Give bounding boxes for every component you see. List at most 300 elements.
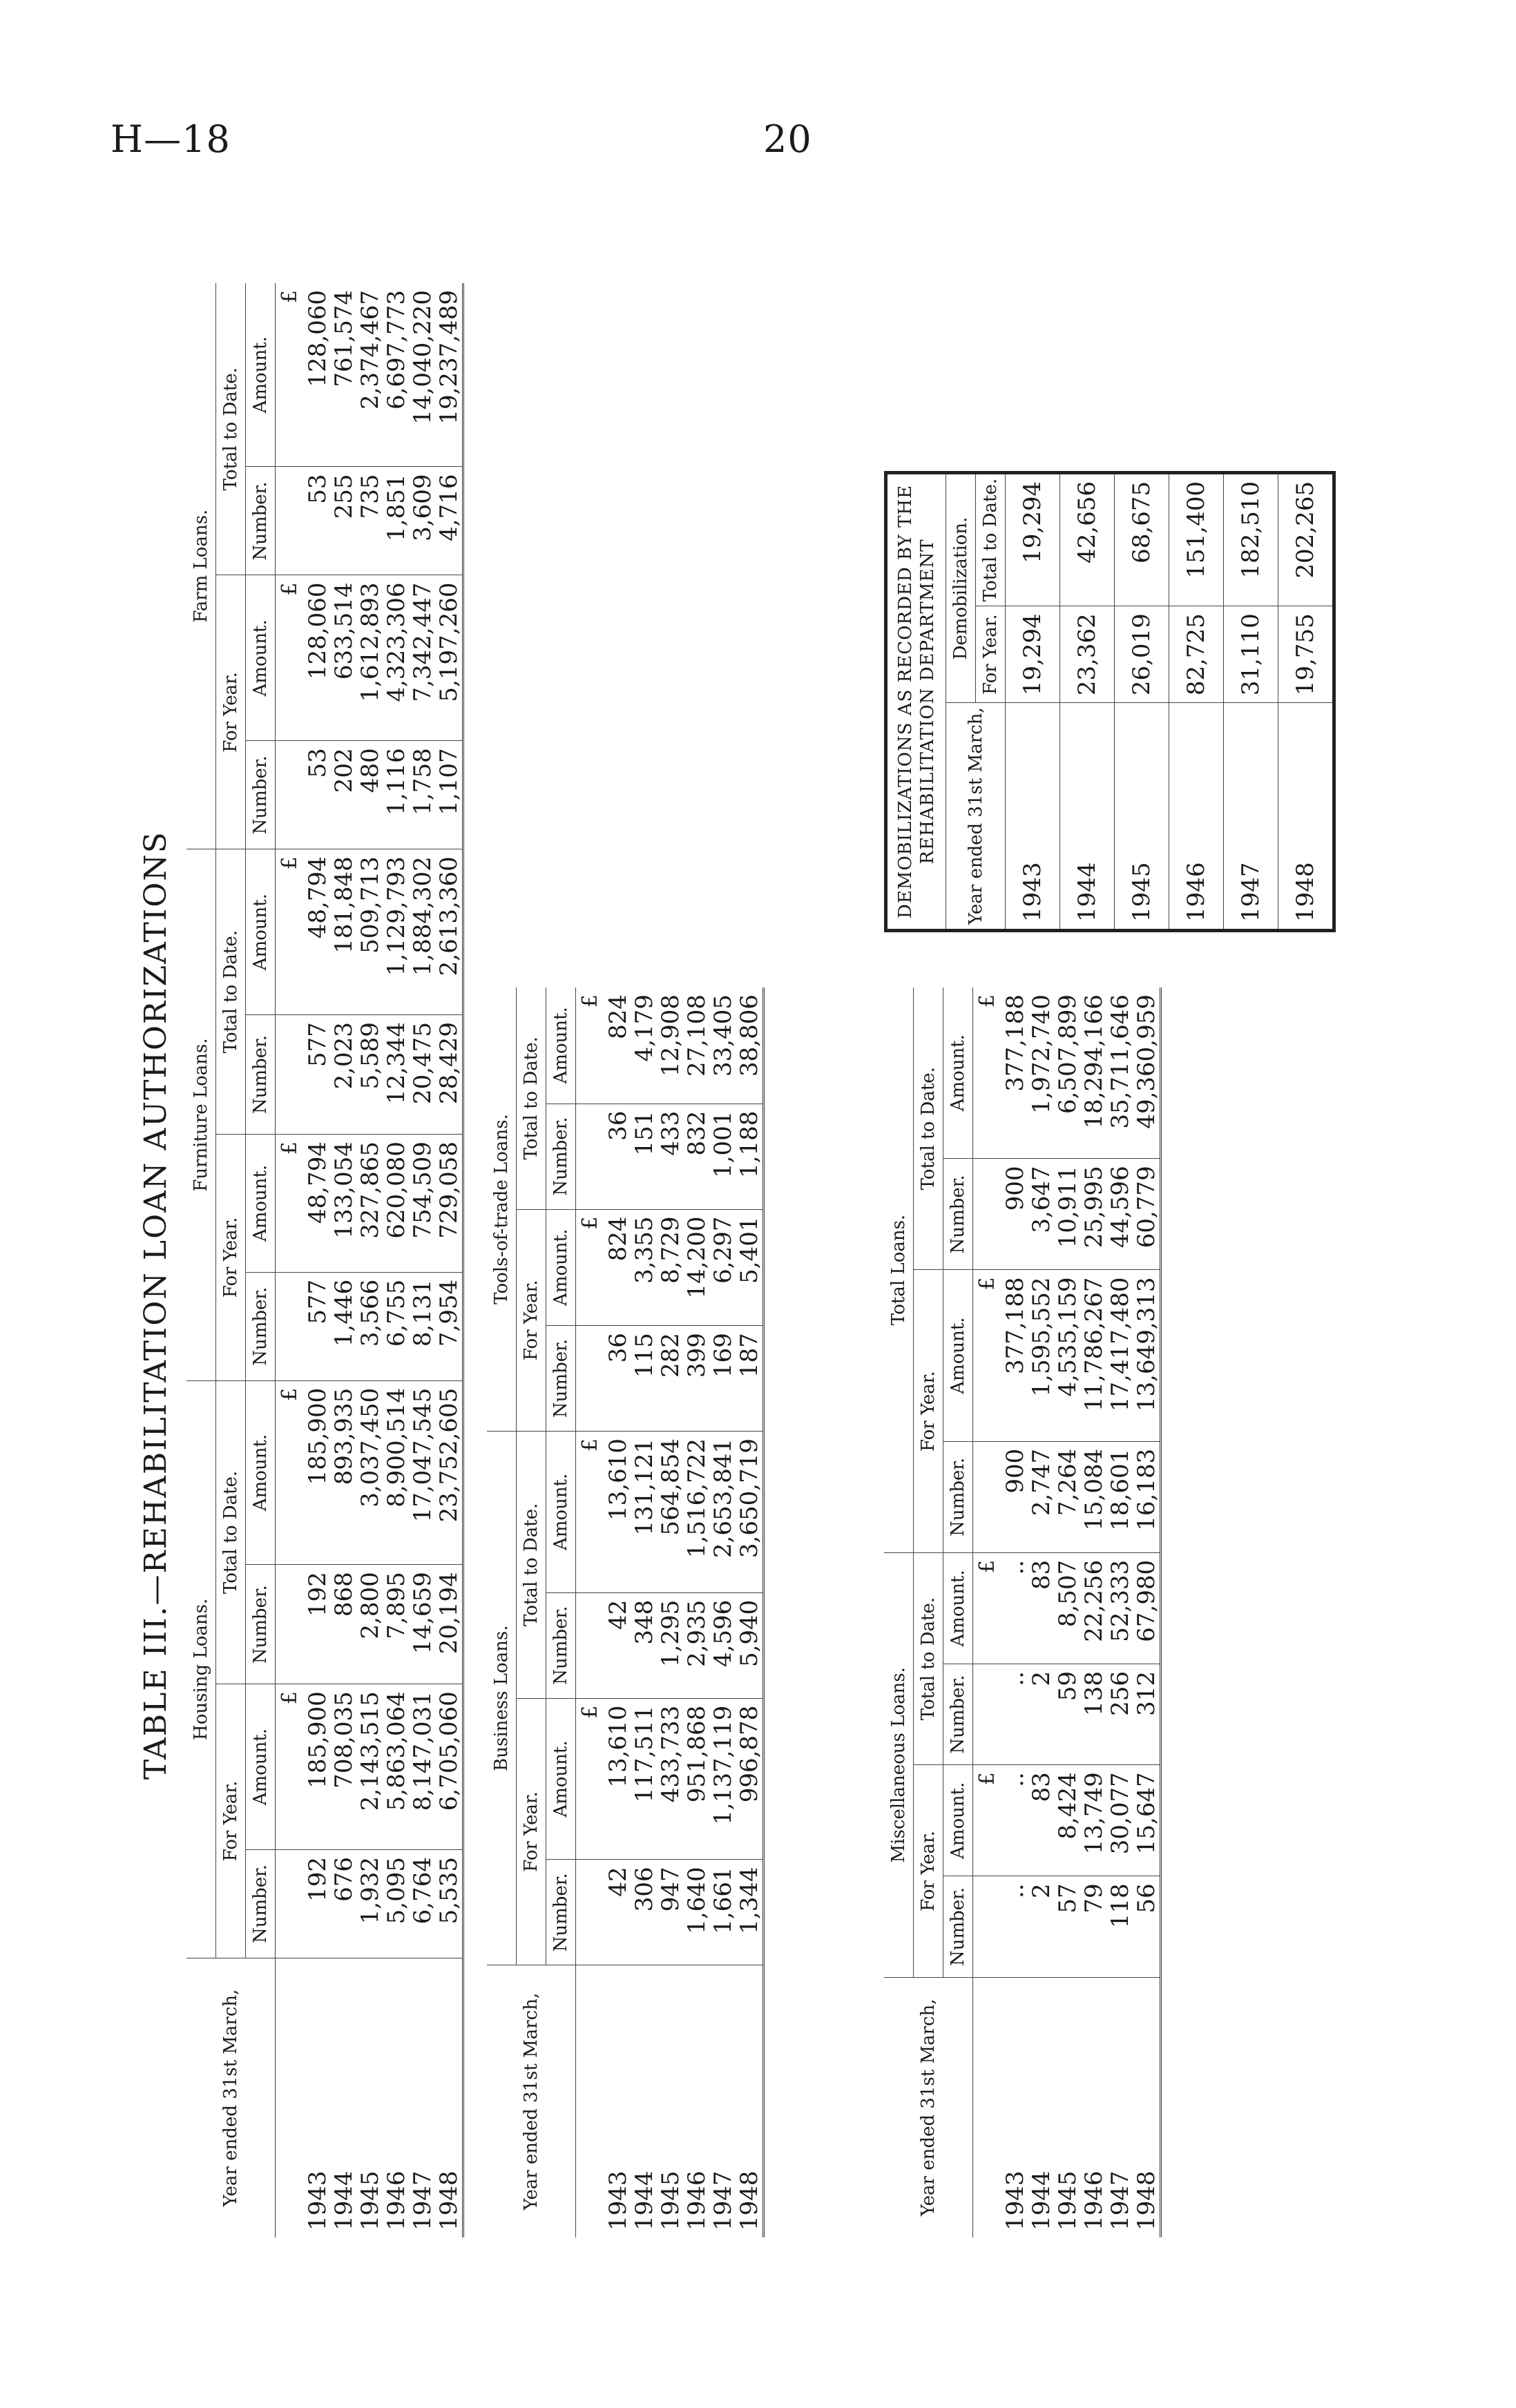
amount-cell: 620,080 [383, 1135, 410, 1273]
amount-header: Amount. [943, 1552, 973, 1664]
number-cell: 5,940 [736, 1592, 764, 1698]
amount-cell: 48,794 [305, 1135, 331, 1273]
demob-for-year-cell: 23,362 [1060, 606, 1115, 703]
demob-row [1060, 472, 1115, 930]
demob-for-year-cell: 26,019 [1115, 606, 1169, 703]
demob-year-cell: 1945 [1115, 703, 1169, 931]
demob-year-header: Year ended 31st March, [946, 703, 1006, 931]
number-cell: 4,716 [436, 467, 463, 575]
pound-sign: £ [973, 1270, 1003, 1441]
pound-sign: £ [276, 1684, 305, 1850]
number-cell: 868 [331, 1565, 357, 1684]
table-row [605, 988, 631, 2237]
table-row [410, 283, 436, 2237]
for-year-header: For Year. [216, 1684, 246, 1958]
number-cell: 399 [684, 1326, 710, 1432]
table-row [736, 988, 764, 2237]
number-header: Number. [246, 1565, 276, 1684]
amount-cell: 509,713 [357, 849, 383, 1015]
unit-spacer [973, 1977, 1003, 2237]
number-cell: 7,264 [1055, 1441, 1081, 1552]
amount-cell: 181,848 [331, 849, 357, 1015]
number-cell: 947 [658, 1860, 684, 1965]
total-to-date-header: Total to Date. [517, 1432, 546, 1699]
demob-total-cell: 42,656 [1060, 472, 1115, 606]
amount-cell: 761,574 [331, 283, 357, 467]
for-year-header: For Year. [914, 1765, 943, 1977]
year-column-header: Year ended 31st March, [487, 1965, 576, 2237]
amount-cell: 2,143,515 [357, 1684, 383, 1850]
table-row [383, 283, 410, 2237]
amount-header: Amount. [546, 1698, 576, 1860]
number-cell: 56 [1133, 1876, 1161, 1977]
table-row [1107, 988, 1133, 2237]
amount-cell: 564,854 [658, 1432, 684, 1593]
for-year-header: For Year. [914, 1270, 943, 1552]
year-cell: 1943 [1001, 2170, 1029, 2231]
year-cell: 1944 [1028, 2170, 1055, 2231]
amount-header: Amount. [546, 988, 576, 1104]
number-cell: 2,023 [331, 1015, 357, 1135]
table-row [331, 283, 357, 2237]
demob-total-header: Total to Date. [976, 472, 1006, 606]
year-cell: 1948 [736, 1965, 764, 2237]
amount-cell: 52,333 [1107, 1552, 1133, 1664]
number-header: Number. [246, 1015, 276, 1135]
demob-row [1224, 472, 1278, 930]
total-to-date-header: Total to Date. [914, 1552, 943, 1764]
number-cell: 4,596 [710, 1592, 736, 1698]
number-header: Number. [246, 1850, 276, 1958]
pound-sign: £ [973, 988, 1003, 1159]
amount-cell: 131,121 [631, 1432, 658, 1593]
amount-cell: 83 [1028, 1765, 1055, 1876]
number-cell: 7,954 [436, 1272, 463, 1380]
number-cell: 7,895 [383, 1565, 410, 1684]
amount-cell: 5,401 [736, 1209, 764, 1326]
table-row [305, 283, 331, 2237]
business-tools-table [487, 988, 765, 2237]
amount-cell: 3,037,450 [357, 1380, 383, 1565]
amount-cell: 8,424 [1055, 1765, 1081, 1876]
number-cell: 1,851 [383, 467, 410, 575]
unit-spacer [276, 741, 305, 849]
amount-cell: 12,908 [658, 988, 684, 1104]
table-row [1133, 988, 1161, 2237]
amount-cell: 185,900 [305, 1684, 331, 1850]
amount-cell: 824 [605, 988, 631, 1104]
number-header: Number. [943, 1876, 973, 1977]
amount-header: Amount. [246, 283, 276, 467]
pound-sign: £ [276, 283, 305, 467]
pound-sign: £ [276, 1380, 305, 1565]
number-header: Number. [546, 1860, 576, 1965]
number-cell: 3,609 [410, 467, 436, 575]
number-cell: 12,344 [383, 1015, 410, 1135]
amount-header: Amount. [546, 1209, 576, 1326]
group-header: Housing Loans. [186, 1380, 216, 1958]
amount-cell: 3,650,719 [736, 1432, 764, 1593]
number-cell: 53 [305, 741, 331, 849]
table-row [1081, 988, 1107, 2237]
demobilizations-table [884, 471, 1336, 932]
year-cell: 1945 [657, 2170, 684, 2231]
amount-cell: 327,865 [357, 1135, 383, 1273]
demob-for-year-cell: 19,294 [1006, 606, 1060, 703]
amount-cell: 13,610 [605, 1432, 631, 1593]
amount-cell: 83 [1028, 1552, 1055, 1664]
number-cell: 20,194 [436, 1565, 463, 1684]
amount-header: Amount. [943, 1765, 973, 1876]
number-cell: 433 [658, 1104, 684, 1209]
group-header: Farm Loans. [186, 283, 216, 849]
table-row [357, 283, 383, 2237]
year-cell: 1945 [1054, 2170, 1082, 2231]
group-header: Tools-of-trade Loans. [487, 988, 517, 1432]
number-cell: 1,188 [736, 1104, 764, 1209]
amount-cell: 951,868 [684, 1698, 710, 1860]
amount-header: Amount. [943, 988, 973, 1159]
number-cell: 192 [305, 1850, 331, 1958]
amount-cell: 6,697,773 [383, 283, 410, 467]
demob-year-cell: 1946 [1169, 703, 1224, 931]
unit-spacer [576, 1592, 606, 1698]
unit-spacer [973, 1159, 1003, 1270]
amount-cell: 67,980 [1133, 1552, 1161, 1664]
housing-furniture-farm-table [186, 283, 464, 2237]
number-cell: 118 [1107, 1876, 1133, 1977]
number-cell: 187 [736, 1326, 764, 1432]
total-to-date-header: Total to Date. [216, 283, 246, 575]
amount-cell: 2,613,360 [436, 849, 463, 1015]
number-cell: 1,295 [658, 1592, 684, 1698]
total-to-date-header: Total to Date. [517, 988, 546, 1209]
number-header: Number. [246, 741, 276, 849]
number-cell: 306 [631, 1860, 658, 1965]
unit-spacer [973, 1441, 1003, 1552]
amount-header: Amount. [246, 1684, 276, 1850]
unit-spacer [576, 1326, 606, 1432]
demob-for-year-cell: 82,725 [1169, 606, 1224, 703]
amount-cell: 133,054 [331, 1135, 357, 1273]
unit-spacer [576, 1860, 606, 1965]
number-cell: 1,001 [710, 1104, 736, 1209]
for-year-header: For Year. [517, 1698, 546, 1965]
unit-spacer [276, 1272, 305, 1380]
demob-total-cell: 182,510 [1224, 472, 1278, 606]
pound-sign: £ [576, 1209, 606, 1326]
amount-cell: 1,884,302 [410, 849, 436, 1015]
number-cell: 5,589 [357, 1015, 383, 1135]
group-header: Furniture Loans. [186, 849, 216, 1380]
amount-cell: 15,647 [1133, 1765, 1161, 1876]
amount-cell: 8,729 [658, 1209, 684, 1326]
amount-header: Amount. [246, 1380, 276, 1565]
table-row [1028, 988, 1055, 2237]
pound-sign: £ [276, 1135, 305, 1273]
unit-spacer [276, 1958, 305, 2237]
number-cell: 2 [1028, 1876, 1055, 1977]
demob-total-cell: 68,675 [1115, 472, 1169, 606]
number-cell: 36 [605, 1326, 631, 1432]
pound-sign: £ [276, 575, 305, 741]
number-header: Number. [943, 1664, 973, 1765]
pound-sign: £ [276, 849, 305, 1015]
amount-cell: 4,535,159 [1055, 1270, 1081, 1441]
unit-spacer [973, 1876, 1003, 1977]
amount-cell: 4,323,306 [383, 575, 410, 741]
year-cell: 1948 [436, 1958, 463, 2237]
unit-spacer [276, 1015, 305, 1135]
number-header: Number. [246, 1272, 276, 1380]
demob-row [1006, 472, 1060, 930]
amount-cell: 117,511 [631, 1698, 658, 1860]
for-year-header: For Year. [517, 1209, 546, 1432]
number-cell: 900 [1002, 1441, 1028, 1552]
page-code: H—18 [111, 117, 231, 161]
number-cell: 3,566 [357, 1272, 383, 1380]
number-cell: 8,131 [410, 1272, 436, 1380]
amount-cell: 1,612,893 [357, 575, 383, 741]
number-cell: 42 [605, 1592, 631, 1698]
demob-for-year-cell: 19,755 [1278, 606, 1334, 703]
amount-cell: 1,129,793 [383, 849, 410, 1015]
number-cell: .. [1002, 1664, 1028, 1765]
amount-cell: 1,595,552 [1028, 1270, 1055, 1441]
table-row [684, 988, 710, 2237]
number-cell: 735 [357, 467, 383, 575]
amount-cell: 30,077 [1107, 1765, 1133, 1876]
amount-cell: 27,108 [684, 988, 710, 1104]
table-row [436, 283, 463, 2237]
number-cell: 6,764 [410, 1850, 436, 1958]
amount-cell: 4,179 [631, 988, 658, 1104]
number-cell: 16,183 [1133, 1441, 1161, 1552]
amount-cell: 3,355 [631, 1209, 658, 1326]
amount-cell: 5,863,064 [383, 1684, 410, 1850]
amount-cell: 8,507 [1055, 1552, 1081, 1664]
number-cell: 348 [631, 1592, 658, 1698]
number-cell: 1,116 [383, 741, 410, 849]
demob-for-year-header: For Year. [976, 606, 1006, 703]
table-row [631, 988, 658, 2237]
number-cell: 255 [331, 467, 357, 575]
amount-header: Amount. [246, 575, 276, 741]
number-cell: 3,647 [1028, 1159, 1055, 1270]
amount-cell: 1,516,722 [684, 1432, 710, 1593]
amount-cell: 996,878 [736, 1698, 764, 1860]
amount-cell: 8,900,514 [383, 1380, 410, 1565]
number-cell: 2,747 [1028, 1441, 1055, 1552]
amount-cell: 1,137,119 [710, 1698, 736, 1860]
amount-cell: 2,653,841 [710, 1432, 736, 1593]
unit-row [576, 988, 606, 2237]
amount-cell: 7,342,447 [410, 575, 436, 741]
number-cell: 2,800 [357, 1565, 383, 1684]
number-cell: 256 [1107, 1664, 1133, 1765]
amount-cell: 17,417,480 [1107, 1270, 1133, 1441]
amount-cell: 23,752,605 [436, 1380, 463, 1565]
number-cell: 577 [305, 1272, 331, 1380]
amount-header: Amount. [943, 1270, 973, 1441]
demob-year-cell: 1947 [1224, 703, 1278, 931]
demob-group-header: Demobilization. [946, 472, 976, 702]
amount-cell: 6,297 [710, 1209, 736, 1326]
amount-cell: 128,060 [305, 575, 331, 741]
year-cell: 1948 [1133, 1977, 1161, 2237]
amount-cell: 893,935 [331, 1380, 357, 1565]
number-cell: 5,095 [383, 1850, 410, 1958]
number-cell: 202 [331, 741, 357, 849]
for-year-header: For Year. [216, 575, 246, 849]
pound-sign: £ [576, 1698, 606, 1860]
amount-cell: 433,733 [658, 1698, 684, 1860]
unit-spacer [276, 1565, 305, 1684]
unit-row [973, 988, 1003, 2237]
year-cell: 1947 [1106, 2170, 1134, 2231]
amount-header: Amount. [246, 849, 276, 1015]
demob-for-year-cell: 31,110 [1224, 606, 1278, 703]
amount-cell: 754,509 [410, 1135, 436, 1273]
table-row [658, 988, 684, 2237]
number-header: Number. [246, 467, 276, 575]
amount-cell: 13,610 [605, 1698, 631, 1860]
amount-cell: 35,711,646 [1107, 988, 1133, 1159]
amount-cell: 14,200 [684, 1209, 710, 1326]
amount-cell: 708,035 [331, 1684, 357, 1850]
group-header: Total Loans. [884, 988, 914, 1552]
unit-row [276, 283, 305, 2237]
unit-spacer [576, 1104, 606, 1209]
number-cell: 28,429 [436, 1015, 463, 1135]
number-cell: 1,107 [436, 741, 463, 849]
number-cell: 312 [1133, 1664, 1161, 1765]
demob-total-cell: 202,265 [1278, 472, 1334, 606]
amount-cell: 48,794 [305, 849, 331, 1015]
rotated-table-area [138, 138, 1437, 2237]
unit-spacer [276, 1850, 305, 1958]
amount-cell: 8,147,031 [410, 1684, 436, 1850]
year-cell: 1947 [709, 2170, 737, 2231]
amount-cell: 49,360,959 [1133, 988, 1161, 1159]
amount-cell: 377,188 [1002, 988, 1028, 1159]
total-to-date-header: Total to Date. [216, 849, 246, 1135]
amount-cell: 17,047,545 [410, 1380, 436, 1565]
year-cell: 1943 [604, 2170, 632, 2231]
unit-spacer [576, 1965, 606, 2237]
amount-cell: 729,058 [436, 1135, 463, 1273]
amount-cell: 377,188 [1002, 1270, 1028, 1441]
group-header: Miscellaneous Loans. [884, 1552, 914, 1977]
number-cell: 18,601 [1107, 1441, 1133, 1552]
number-header: Number. [943, 1159, 973, 1270]
number-cell: 192 [305, 1565, 331, 1684]
number-cell: 14,659 [410, 1565, 436, 1684]
number-cell: 832 [684, 1104, 710, 1209]
amount-cell: 18,294,166 [1081, 988, 1107, 1159]
number-cell: 900 [1002, 1159, 1028, 1270]
amount-cell: 633,514 [331, 575, 357, 741]
pound-sign: £ [973, 1552, 1003, 1664]
demob-year-cell: 1948 [1278, 703, 1334, 931]
number-cell: 6,755 [383, 1272, 410, 1380]
amount-cell: 6,705,060 [436, 1684, 463, 1850]
number-cell: 5,535 [436, 1850, 463, 1958]
year-cell: 1946 [1080, 2170, 1108, 2231]
amount-cell: .. [1002, 1765, 1028, 1876]
number-cell: 1,661 [710, 1860, 736, 1965]
total-to-date-header: Total to Date. [216, 1380, 246, 1684]
year-column-header: Year ended 31st March, [186, 1958, 276, 2237]
number-cell: 1,758 [410, 741, 436, 849]
amount-cell: 1,972,740 [1028, 988, 1055, 1159]
number-cell: 169 [710, 1326, 736, 1432]
number-cell: 2,935 [684, 1592, 710, 1698]
amount-cell: 22,256 [1081, 1552, 1107, 1664]
year-cell: 1944 [631, 2170, 658, 2231]
amount-cell: 38,806 [736, 988, 764, 1104]
amount-cell: 185,900 [305, 1380, 331, 1565]
number-cell: 60,779 [1133, 1159, 1161, 1270]
number-cell: 36 [605, 1104, 631, 1209]
number-cell: 1,932 [357, 1850, 383, 1958]
number-cell: 20,475 [410, 1015, 436, 1135]
year-cell: 1946 [683, 2170, 711, 2231]
year-cell: 1944 [330, 2170, 358, 2231]
year-column-header: Year ended 31st March, [884, 1977, 973, 2237]
number-cell: 44,596 [1107, 1159, 1133, 1270]
year-cell: 1943 [304, 2170, 332, 2231]
amount-cell: 6,507,899 [1055, 988, 1081, 1159]
number-cell: 59 [1055, 1664, 1081, 1765]
table-title: TABLE III.—REHABILITATION LOAN AUTHORIZATIONS [138, 831, 173, 1780]
number-cell: 79 [1081, 1876, 1107, 1977]
number-cell: 138 [1081, 1664, 1107, 1765]
number-cell: 25,995 [1081, 1159, 1107, 1270]
table-row [710, 988, 736, 2237]
demob-row [1169, 472, 1224, 930]
number-cell: 42 [605, 1860, 631, 1965]
number-cell: 1,446 [331, 1272, 357, 1380]
unit-spacer [973, 1664, 1003, 1765]
total-to-date-header: Total to Date. [914, 988, 943, 1270]
table-row [1002, 988, 1028, 2237]
group-header: Business Loans. [487, 1432, 517, 1965]
amount-cell: 824 [605, 1209, 631, 1326]
number-header: Number. [546, 1592, 576, 1698]
demob-title: DEMOBILIZATIONS AS RECORDED BY THE REHABILITATION DEPARTMENT [886, 472, 946, 930]
pound-sign: £ [973, 1765, 1003, 1876]
amount-cell: 19,237,489 [436, 283, 463, 467]
amount-cell: 11,786,267 [1081, 1270, 1107, 1441]
number-cell: 2 [1028, 1664, 1055, 1765]
table-row [1055, 988, 1081, 2237]
year-cell: 1945 [356, 2170, 384, 2231]
number-cell: .. [1002, 1876, 1028, 1977]
misc-total-table [884, 988, 1162, 2237]
demob-year-cell: 1944 [1060, 703, 1115, 931]
number-cell: 676 [331, 1850, 357, 1958]
number-cell: 151 [631, 1104, 658, 1209]
year-cell: 1947 [409, 2170, 436, 2231]
number-header: Number. [943, 1441, 973, 1552]
number-cell: 115 [631, 1326, 658, 1432]
amount-cell: 2,374,467 [357, 283, 383, 467]
demob-total-cell: 151,400 [1169, 472, 1224, 606]
demob-row [1278, 472, 1334, 930]
amount-cell: .. [1002, 1552, 1028, 1664]
number-header: Number. [546, 1104, 576, 1209]
